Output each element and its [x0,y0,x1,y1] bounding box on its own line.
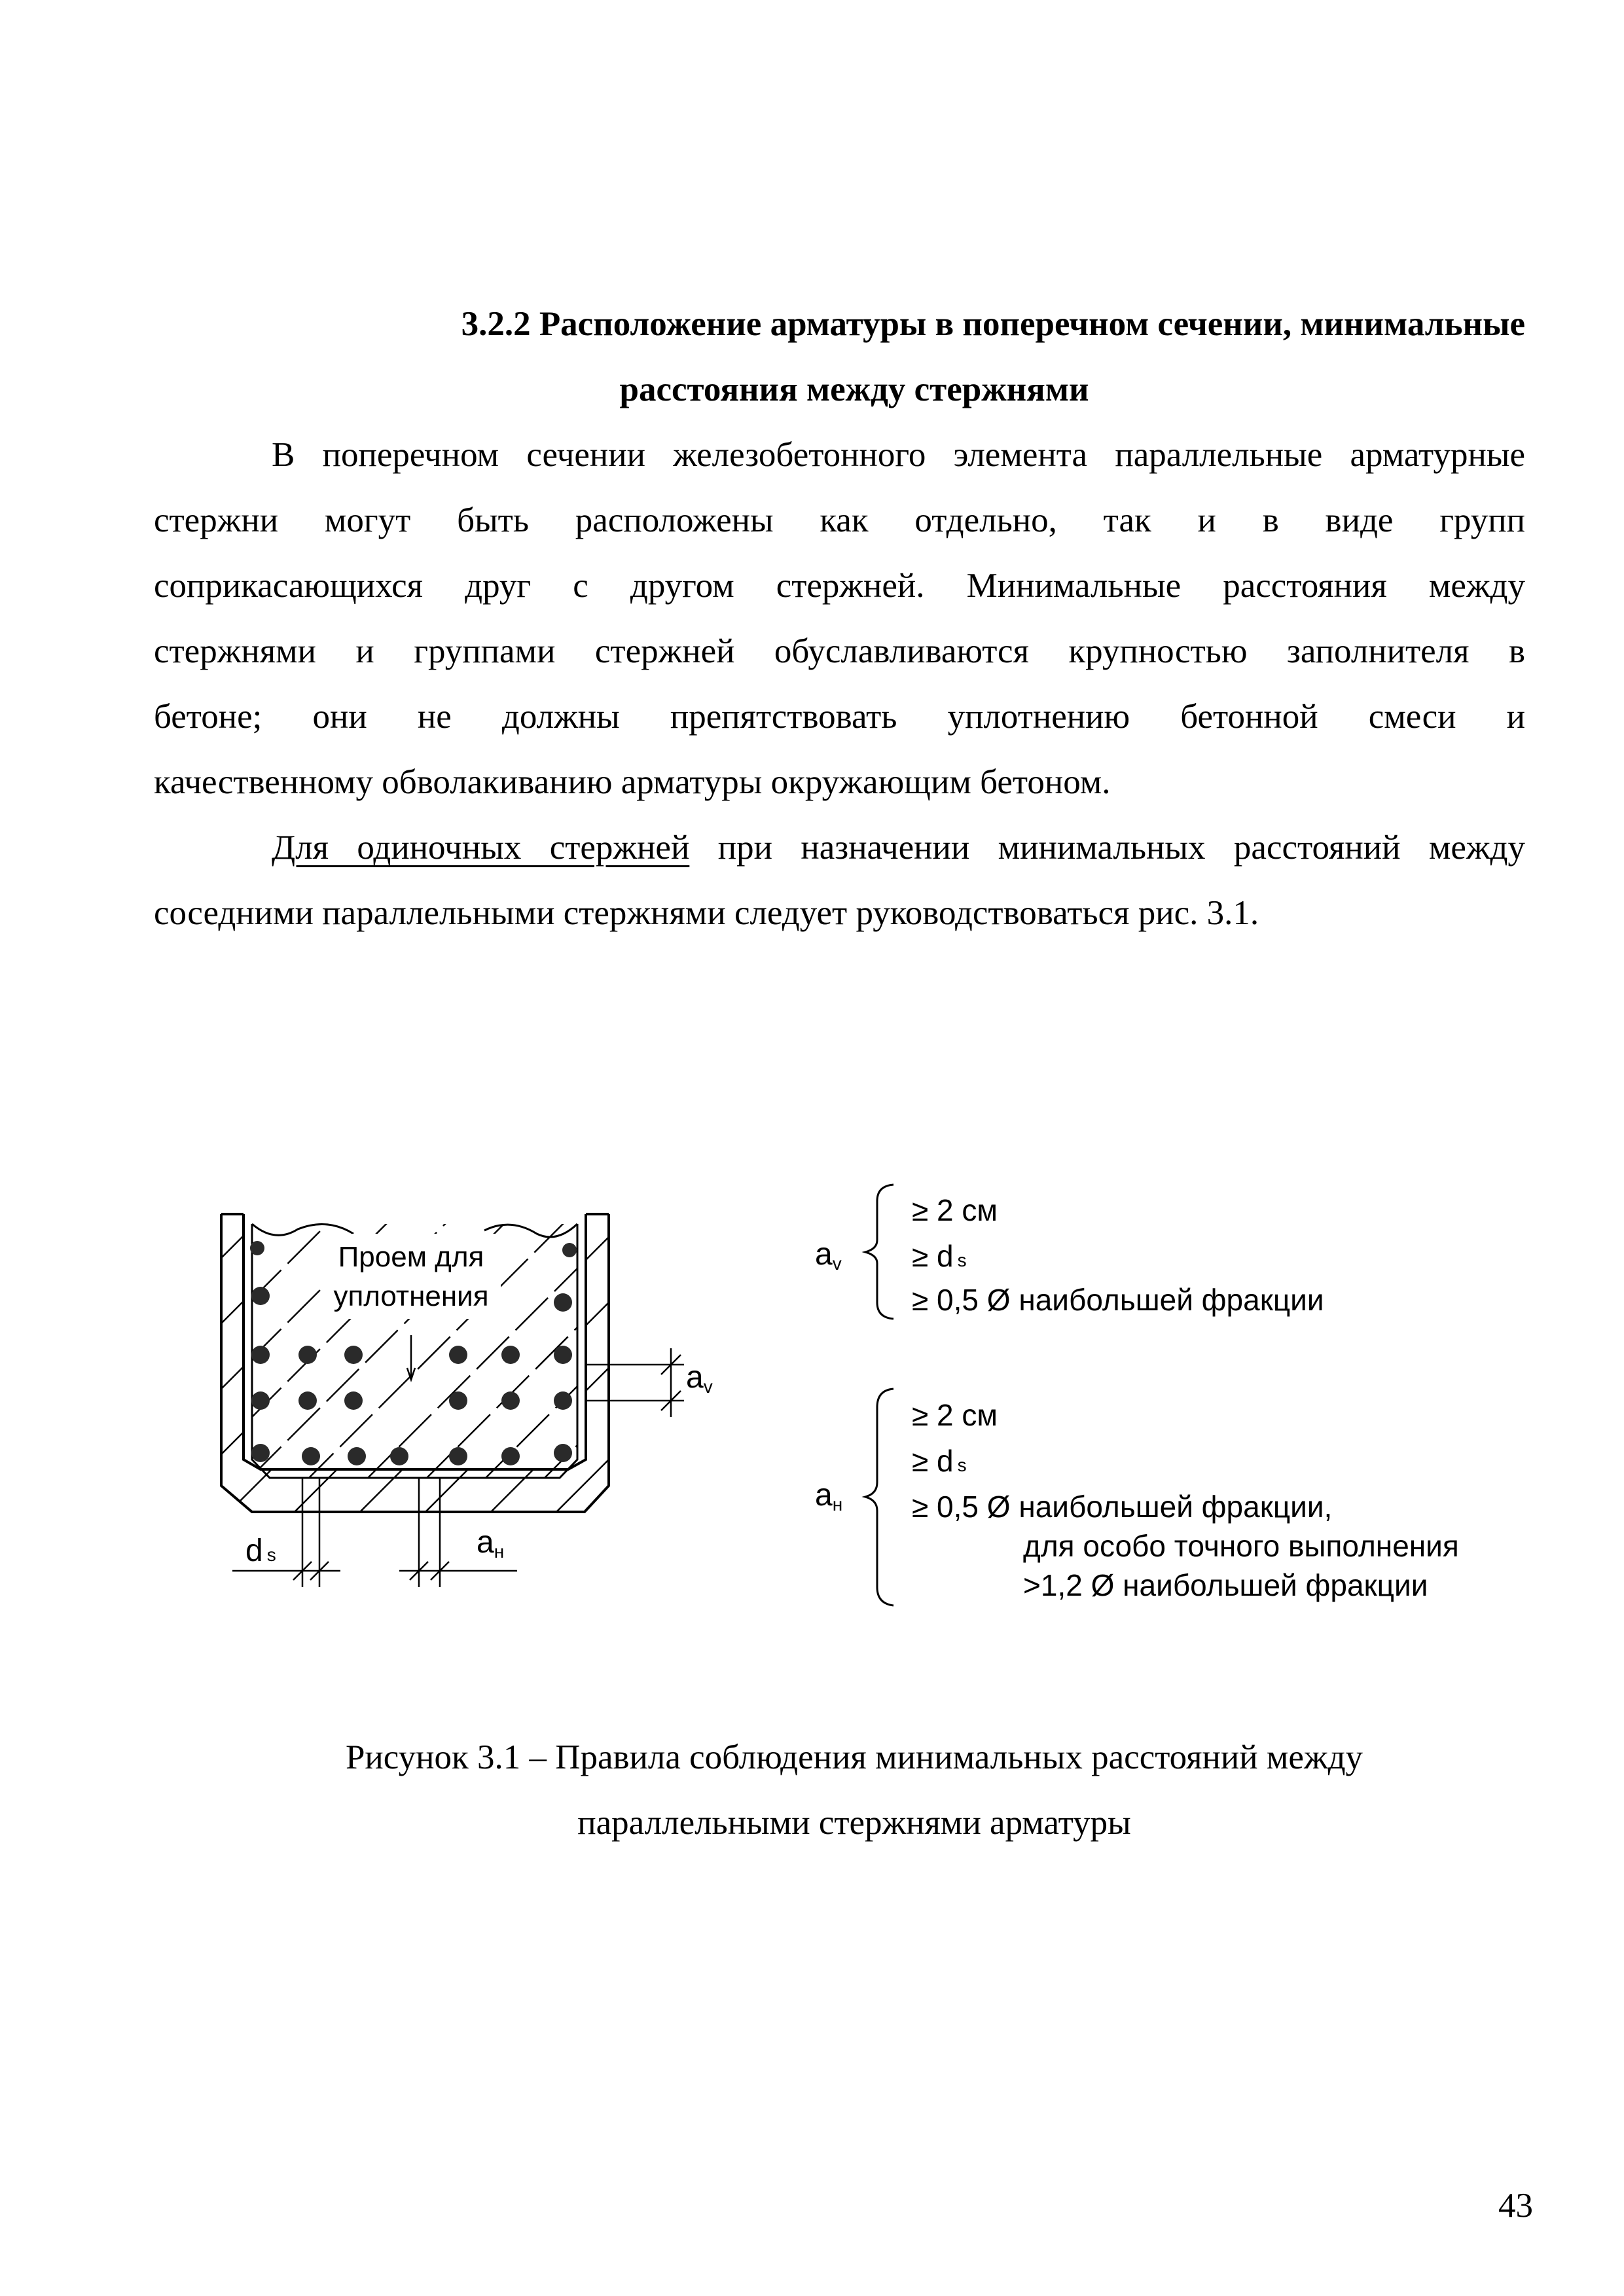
rebar [501,1447,520,1465]
rebar [302,1447,320,1465]
rebar [554,1346,572,1364]
rules-av-symbol: av [815,1237,842,1274]
rule-ah-5: >1,2 Ø наибольшей фракции [1023,1568,1428,1602]
rebar [554,1293,572,1312]
paragraph-1-line3: соприкасающихся друг с другом стержней. Минимальные расстояния между [154,567,1525,605]
rebar [449,1346,467,1364]
dim-ah-lines [399,1478,517,1587]
rebar [298,1346,317,1364]
rule-ah-2: ≥ d s [912,1444,967,1478]
dim-ah-label: aн [477,1525,505,1562]
opening-label-1: Проем для [338,1241,484,1273]
dim-ds-label: ds [245,1534,276,1568]
paragraph-1-line4: стержнями и группами стержней обуславливаются крупностью заполнителя в [154,632,1525,670]
paragraph-1-line2: стержни могут быть расположены как отдельно, так и в виде групп [154,501,1525,539]
rebar [344,1391,363,1410]
paragraph-1-line6: качественному обволакиванию арматуры окружающим бетоном. [154,763,1111,801]
paragraph-2-line1-rest: при назначении минимальных расстояний между [689,829,1525,867]
section-heading-line1: 3.2.2 Расположение арматуры в поперечном сечении, минимальные [461,305,1525,343]
rebar [501,1346,520,1364]
rebar [251,1391,270,1410]
rule-av-3: ≥ 0,5 Ø наибольшей фракции [912,1283,1324,1317]
paragraph-1-line1: В поперечном сечении железобетонного элемента параллельные арматурные [272,436,1525,474]
paragraph-1-line5: бетоне; они не должны препятствовать уплотнению бетонной смеси и [154,698,1525,736]
rebar [251,1287,270,1305]
rebar [348,1447,366,1465]
underlined-phrase: Для одиночных стержней [272,829,690,867]
rebar [251,1346,270,1364]
brace-ah [865,1389,893,1605]
rule-ah-3: ≥ 0,5 Ø наибольшей фракции, [912,1490,1333,1524]
opening-label-2: уплотнения [333,1280,489,1312]
rebar [390,1447,408,1465]
section-heading-line2: расстояния между стержнями [619,370,1089,408]
figure-caption-line1: Рисунок 3.1 – Правила соблюдения минимальных расстояний между [345,1738,1363,1776]
dim-ds-lines [232,1478,340,1587]
rules-ah-symbol: aн [815,1478,843,1515]
rebar [298,1391,317,1410]
dim-av-label: av [686,1360,713,1397]
rule-ah-4: для особо точного выполнения [1023,1529,1459,1563]
page-number: 43 [1498,2187,1533,2225]
dim-av-lines [586,1348,684,1417]
brace-av [865,1185,893,1319]
rule-ah-1: ≥ 2 см [912,1398,998,1432]
rebar [554,1391,572,1410]
rebar [562,1243,577,1257]
rebar [554,1444,572,1462]
rebar [250,1241,264,1255]
rebar [344,1346,363,1364]
paragraph-2-line2: соседними параллельными стержнями следует руководствоваться рис. 3.1. [154,894,1259,932]
rebar [251,1444,270,1462]
figure-caption-line2: параллельными стержнями арматуры [577,1804,1131,1842]
rule-av-2: ≥ d s [912,1239,967,1273]
rule-av-1: ≥ 2 см [912,1193,998,1227]
rebar [501,1391,520,1410]
rebar [449,1391,467,1410]
rebar [449,1447,467,1465]
